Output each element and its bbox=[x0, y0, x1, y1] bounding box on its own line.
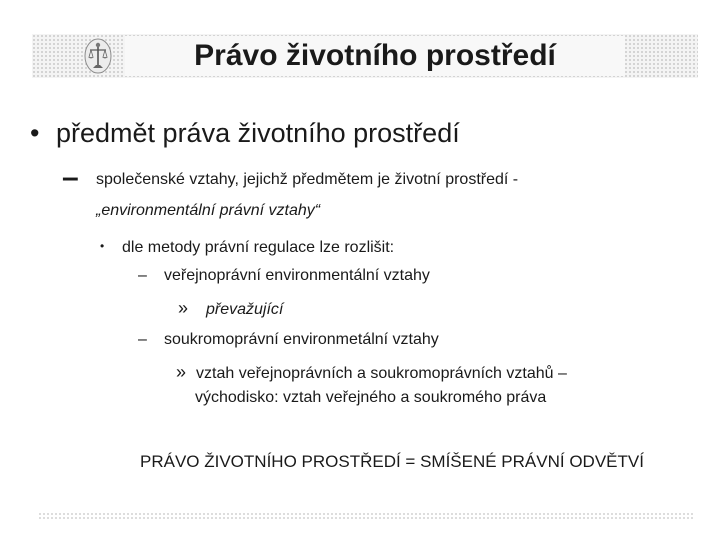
bullet-marker: • bbox=[30, 118, 40, 148]
bullet-public-law bbox=[138, 264, 430, 288]
bullet-private-law-sub bbox=[176, 360, 567, 386]
bullet-social-relations-continuation: „environmentální právní vztahy“ bbox=[96, 202, 321, 219]
bullet-private-law-text: soukromoprávní environmetální vztahy bbox=[164, 331, 439, 348]
chevron-marker: » bbox=[178, 298, 189, 318]
bullet-marker: • bbox=[100, 239, 105, 253]
bullet-private-law bbox=[138, 328, 439, 352]
bullet-private-law-sub-continuation: východisko: vztah veřejného a soukromého práva bbox=[195, 389, 547, 406]
scales-of-justice-icon bbox=[78, 36, 118, 76]
bullet-public-law-text: veřejnoprávní environmentální vztahy bbox=[164, 267, 430, 284]
bullet-private-law-sub-text: vztah veřejnoprávních a soukromoprávních vztahů – bbox=[196, 365, 567, 382]
bullet-regulation-method bbox=[100, 234, 394, 260]
slide-title: Právo životního prostředí bbox=[125, 36, 625, 76]
summary-statement: PRÁVO ŽIVOTNÍHO PROSTŘEDÍ = SMÍŠENÉ PRÁVNÍ ODVĚTVÍ bbox=[140, 452, 644, 471]
bullet-subject-text: předmět práva životního prostředí bbox=[56, 118, 460, 148]
bullet-regulation-method-text: dle metody právní regulace lze rozlišit: bbox=[122, 239, 395, 256]
dash-marker: – bbox=[138, 267, 147, 284]
bullet-social-relations-text: společenské vztahy, jejichž předmětem je životní prostředí - bbox=[96, 171, 519, 188]
bullet-public-law-sub bbox=[178, 296, 283, 322]
bullet-public-law-sub-text: převažující bbox=[206, 301, 284, 318]
dash-marker: – bbox=[62, 161, 79, 194]
footer-band bbox=[38, 512, 694, 520]
chevron-marker: » bbox=[176, 362, 187, 382]
dash-marker: – bbox=[138, 331, 147, 348]
bullet-subject bbox=[30, 116, 460, 150]
bullet-social-relations bbox=[62, 161, 519, 194]
